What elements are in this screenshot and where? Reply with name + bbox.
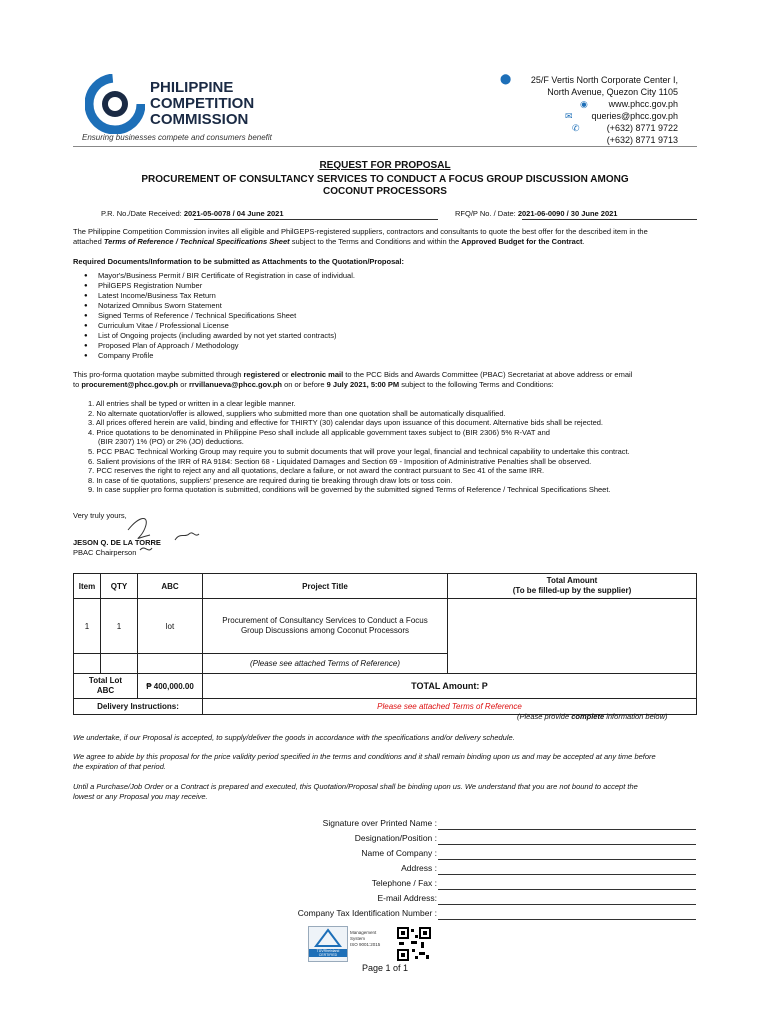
address-line-1: 25/F Vertis North Corporate Center I, xyxy=(530,75,678,85)
list-item: ● Proposed Plan of Approach / Methodology xyxy=(84,341,355,351)
villanueva-email-link[interactable]: rrvillanueva@phcc.gov.ph xyxy=(188,380,283,389)
delivery-instructions-label: Delivery Instructions: xyxy=(74,699,203,715)
header-project-title: Project Title xyxy=(203,574,448,599)
list-item: ● Notarized Omnibus Sworn Statement xyxy=(84,301,355,311)
term-item: (BIR 2307) 1% (PO) or 2% (JO) deductions. xyxy=(98,437,244,447)
subtitle: PROCUREMENT OF CONSULTANCY SERVICES TO CONDUCT A FOCUS GROUP DISCUSSION AMONG COCONUT PROCESSORS xyxy=(141,174,629,197)
telephone-label: Telephone / Fax : xyxy=(371,878,437,888)
row-abc: lot xyxy=(138,599,203,654)
contact-block xyxy=(490,74,678,146)
term-item: 3. All prices offered herein are valid, binding and effective for THIRTY (30) calendar days upon issuance of this document. Alternative bids shall be rejected. xyxy=(88,418,604,428)
tagline: Ensuring businesses compete and consumers benefit xyxy=(82,133,272,142)
logo-line-2: COMPETITION xyxy=(150,95,255,112)
undertaking-3: Until a Purchase/Job Order or a Contract is prepared and executed, this Quotation/Proposal shall be binding upon us. We understand that you are not bound to accept the lowest or any Proposal you may receive. xyxy=(73,782,638,801)
header-total-amount: Total Amount (To be filled-up by the supplier) xyxy=(448,574,697,599)
company-name-input[interactable] xyxy=(438,858,696,860)
list-item: ● Latest Income/Business Tax Return xyxy=(84,291,355,301)
page-number: Page 1 of 1 xyxy=(361,963,409,973)
telephone-input[interactable] xyxy=(438,888,696,890)
signatory-position: PBAC Chairperson xyxy=(73,548,137,557)
delivery-instructions-value: Please see attached Terms of Reference xyxy=(203,699,697,715)
logo-line-1: PHILIPPINE xyxy=(150,79,234,96)
list-item: ● Signed Terms of Reference / Technical Specifications Sheet xyxy=(84,311,355,321)
term-item: 1. All entries shall be typed or written in a clear legible manner. xyxy=(88,399,296,408)
signature-input[interactable] xyxy=(438,828,696,830)
term-item: 9. In case supplier pro forma quotation is submitted, conditions will be governed by the submitted signed Terms of Reference / Technical Specifications Sheet. xyxy=(88,485,611,495)
requirements-heading: Required Documents/Information to be submitted as Attachments to the Quotation/Proposal: xyxy=(73,257,404,266)
row-total-input[interactable] xyxy=(448,599,697,674)
row-qty: 1 xyxy=(101,599,138,654)
header-abc: ABC xyxy=(138,574,203,599)
submission-paragraph: This pro-forma quotation maybe submitted through registered or electronic mail to the PCC Bids and Awards Committee (PBAC) Secretariat at above address or email to procurement@phcc.gov.ph or rrvillanueva@phcc.gov.ph on or before 9 July 2021, 5:00 PM subject to the following Terms and Conditions: xyxy=(73,370,633,389)
term-item: 4. Price quotations to be denominated in Philippine Peso shall include all applicable government taxes subject to (BIR 2306) 5% R-VAT and xyxy=(88,427,550,437)
qr-code-icon xyxy=(397,927,431,961)
undertaking-1: We undertake, if our Proposal is accepted, to supply/deliver the goods in accordance with the specifications and/or delivery schedule. xyxy=(73,733,515,742)
list-item: ● Company Profile xyxy=(84,351,355,361)
address-label: Address : xyxy=(401,863,437,873)
tuv-triangle-icon xyxy=(309,927,347,949)
procurement-email-link[interactable]: procurement@phcc.gov.ph xyxy=(81,380,179,389)
signature-label: Signature over Printed Name : xyxy=(322,818,437,828)
intro-paragraph: The Philippine Competition Commission invites all eligible and PhilGEPS-registered suppliers, contractors and consultants to quote the best offer for the described item in the attached Terms of Reference / Technical Specifications Sheet subject to the Terms and Conditions and within the Approved Budget for the Contract. xyxy=(73,227,648,246)
globe-icon: ◉ xyxy=(580,99,588,109)
list-item: ● Curriculum Vitae / Professional License xyxy=(84,321,355,331)
list-item: ● List of Ongoing projects (including awarded by not yet started contracts) xyxy=(84,331,355,341)
provide-complete-note: (Please provide complete information below) xyxy=(517,712,668,721)
see-tor-note: (Please see attached Terms of Reference) xyxy=(203,654,448,674)
designation-input[interactable] xyxy=(438,843,696,845)
email-label: E-mail Address: xyxy=(377,893,437,903)
pr-ref-line xyxy=(194,219,438,220)
header-item: Item xyxy=(74,574,101,599)
rfq-ref-line xyxy=(522,219,697,220)
phone-1: (+632) 8771 9722 xyxy=(606,123,678,133)
term-item: 2. No alternate quotation/offer is allowed, suppliers who submitted more than one quotation shall be automatically disqualified. xyxy=(88,408,506,418)
tuv-certification-badge: TÜVRheinland CERTIFIED xyxy=(308,926,348,962)
designation-label: Designation/Position : xyxy=(354,833,437,843)
total-lot-abc-label: Total Lot ABC xyxy=(74,674,138,699)
terms-list xyxy=(88,399,698,495)
signatory-name: JESON Q. DE LA TORRE xyxy=(73,538,161,547)
iso-text: Management System ISO 9001:2015 xyxy=(350,930,381,947)
proposal-table xyxy=(73,573,697,715)
location-pin-icon: ⬤ xyxy=(500,74,512,85)
requirements-list xyxy=(84,271,355,361)
address-input[interactable] xyxy=(438,873,696,875)
term-item: 8. In case of tie quotations, suppliers' presence are required during tie breaking through draw lots or toss coin. xyxy=(88,475,453,485)
total-amount-field[interactable]: TOTAL Amount: P xyxy=(203,674,697,699)
email-input[interactable] xyxy=(438,903,696,905)
term-item: 7. PCC reserves the right to reject any and all quotations, declare a failure, or not award the contract pursuant to Sec 41 of the same IRR. xyxy=(88,466,545,476)
row-item: 1 xyxy=(74,599,101,654)
rfq-ref: RFQ/P No. / Date: 2021-06-0090 / 30 June 2021 xyxy=(455,209,618,218)
logo-line-3: COMMISSION xyxy=(150,111,249,128)
pcc-emblem-icon xyxy=(85,74,145,134)
row-project-title: Procurement of Consultancy Services to Conduct a Focus Group Discussions among Coconut Processors xyxy=(203,599,448,654)
list-item: ● Mayor's/Business Permit / BIR Certificate of Registration in case of individual. xyxy=(84,271,355,281)
address-line-2: North Avenue, Quezon City 1105 xyxy=(547,87,678,97)
term-item: 6. Salient provisions of the IRR of RA 9184: Section 68 - Liquidated Damages and Section 69 - Imposition of Administrative Penalties shall be observed. xyxy=(88,456,592,466)
email-link[interactable]: queries@phcc.gov.ph xyxy=(591,111,678,121)
pr-ref: P.R. No./Date Received: 2021-05-0078 / 04 June 2021 xyxy=(101,209,284,218)
envelope-icon: ✉ xyxy=(565,111,573,121)
closing-salutation: Very truly yours, xyxy=(73,511,127,520)
website-link[interactable]: www.phcc.gov.ph xyxy=(608,99,678,109)
phone-icon: ✆ xyxy=(572,123,580,133)
page-title: REQUEST FOR PROPOSAL xyxy=(319,160,451,171)
phone-2: (+632) 8771 9713 xyxy=(606,135,678,145)
tin-input[interactable] xyxy=(438,918,696,920)
undertaking-2: We agree to abide by this proposal for the price validity period specified in the terms and conditions and it shall remain binding upon us and may be accepted at any time before the expiration of that period. xyxy=(73,752,656,771)
company-name-label: Name of Company : xyxy=(361,848,437,858)
pcc-logo xyxy=(85,74,275,134)
term-item: 5. PCC PBAC Technical Working Group may require you to submit documents that will prove your legal, financial and technical capability to undertake this contract. xyxy=(88,446,630,456)
tin-label: Company Tax Identification Number : xyxy=(297,908,437,918)
header-divider xyxy=(73,146,697,147)
total-lot-abc-value: ₱ 400,000.00 xyxy=(138,674,203,699)
header-qty: QTY xyxy=(101,574,138,599)
list-item: ● PhilGEPS Registration Number xyxy=(84,281,355,291)
